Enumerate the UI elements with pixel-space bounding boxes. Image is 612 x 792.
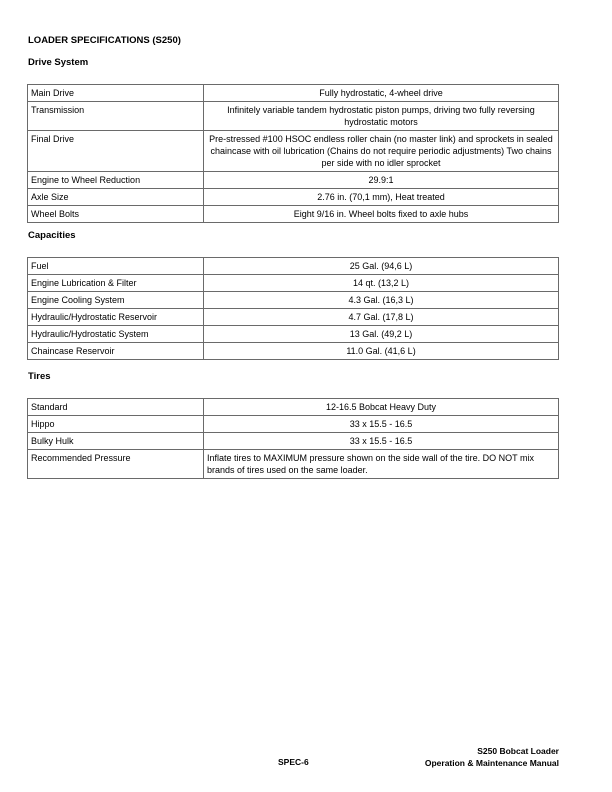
spec-label: Fuel [28,258,204,275]
spec-label: Axle Size [28,189,204,206]
capacities-table [27,257,559,360]
spec-value: Eight 9/16 in. Wheel bolts fixed to axle hubs [204,206,559,223]
table-row [28,416,559,433]
table-row [28,275,559,292]
spec-value: 29.9:1 [204,172,559,189]
table-row [28,292,559,309]
tires-heading: Tires [28,371,51,382]
spec-label: Final Drive [28,131,204,172]
footer-manual-title [425,745,559,769]
table-row [28,326,559,343]
page-number: SPEC-6 [278,757,309,767]
spec-value: Inflate tires to MAXIMUM pressure shown on the side wall of the tire. DO NOT mix brands of tires used on the same loader. [204,450,559,479]
footer-model: S250 Bobcat Loader [477,746,559,756]
spec-label: Engine Cooling System [28,292,204,309]
spec-label: Main Drive [28,85,204,102]
spec-value: Infinitely variable tandem hydrostatic piston pumps, driving two fully reversing hydrostatic motors [204,102,559,131]
spec-label: Chaincase Reservoir [28,343,204,360]
table-row [28,450,559,479]
table-row [28,189,559,206]
spec-value: 33 x 15.5 - 16.5 [204,416,559,433]
spec-label: Hydraulic/Hydrostatic System [28,326,204,343]
spec-value: Fully hydrostatic, 4-wheel drive [204,85,559,102]
tires-table [27,398,559,479]
spec-value: 12-16.5 Bobcat Heavy Duty [204,399,559,416]
spec-value: 4.7 Gal. (17,8 L) [204,309,559,326]
spec-label: Standard [28,399,204,416]
table-row [28,399,559,416]
spec-label: Engine Lubrication & Filter [28,275,204,292]
drive-system-heading: Drive System [28,57,89,68]
table-row [28,85,559,102]
spec-label: Transmission [28,102,204,131]
spec-value: Pre-stressed #100 HSOC endless roller chain (no master link) and sprockets in sealed chaincase with oil lubrication (Chains do not require periodic adjustments) Two chains per side with no idler sprocket [204,131,559,172]
capacities-heading: Capacities [28,230,76,241]
spec-value: 4.3 Gal. (16,3 L) [204,292,559,309]
drive-system-table [27,84,559,223]
spec-value: 11.0 Gal. (41,6 L) [204,343,559,360]
spec-label: Recommended Pressure [28,450,204,479]
table-row [28,172,559,189]
spec-label: Bulky Hulk [28,433,204,450]
spec-value: 14 qt. (13,2 L) [204,275,559,292]
spec-label: Engine to Wheel Reduction [28,172,204,189]
spec-value: 13 Gal. (49,2 L) [204,326,559,343]
table-row [28,343,559,360]
table-row [28,258,559,275]
table-row [28,102,559,131]
spec-label: Hydraulic/Hydrostatic Reservoir [28,309,204,326]
table-row [28,206,559,223]
spec-label: Wheel Bolts [28,206,204,223]
footer-manual: Operation & Maintenance Manual [424,758,559,768]
spec-label: Hippo [28,416,204,433]
spec-value: 25 Gal. (94,6 L) [204,258,559,275]
page-title: LOADER SPECIFICATIONS (S250) [28,35,181,46]
table-row [28,433,559,450]
spec-value: 33 x 15.5 - 16.5 [204,433,559,450]
spec-value: 2.76 in. (70,1 mm), Heat treated [204,189,559,206]
table-row [28,131,559,172]
table-row [28,309,559,326]
